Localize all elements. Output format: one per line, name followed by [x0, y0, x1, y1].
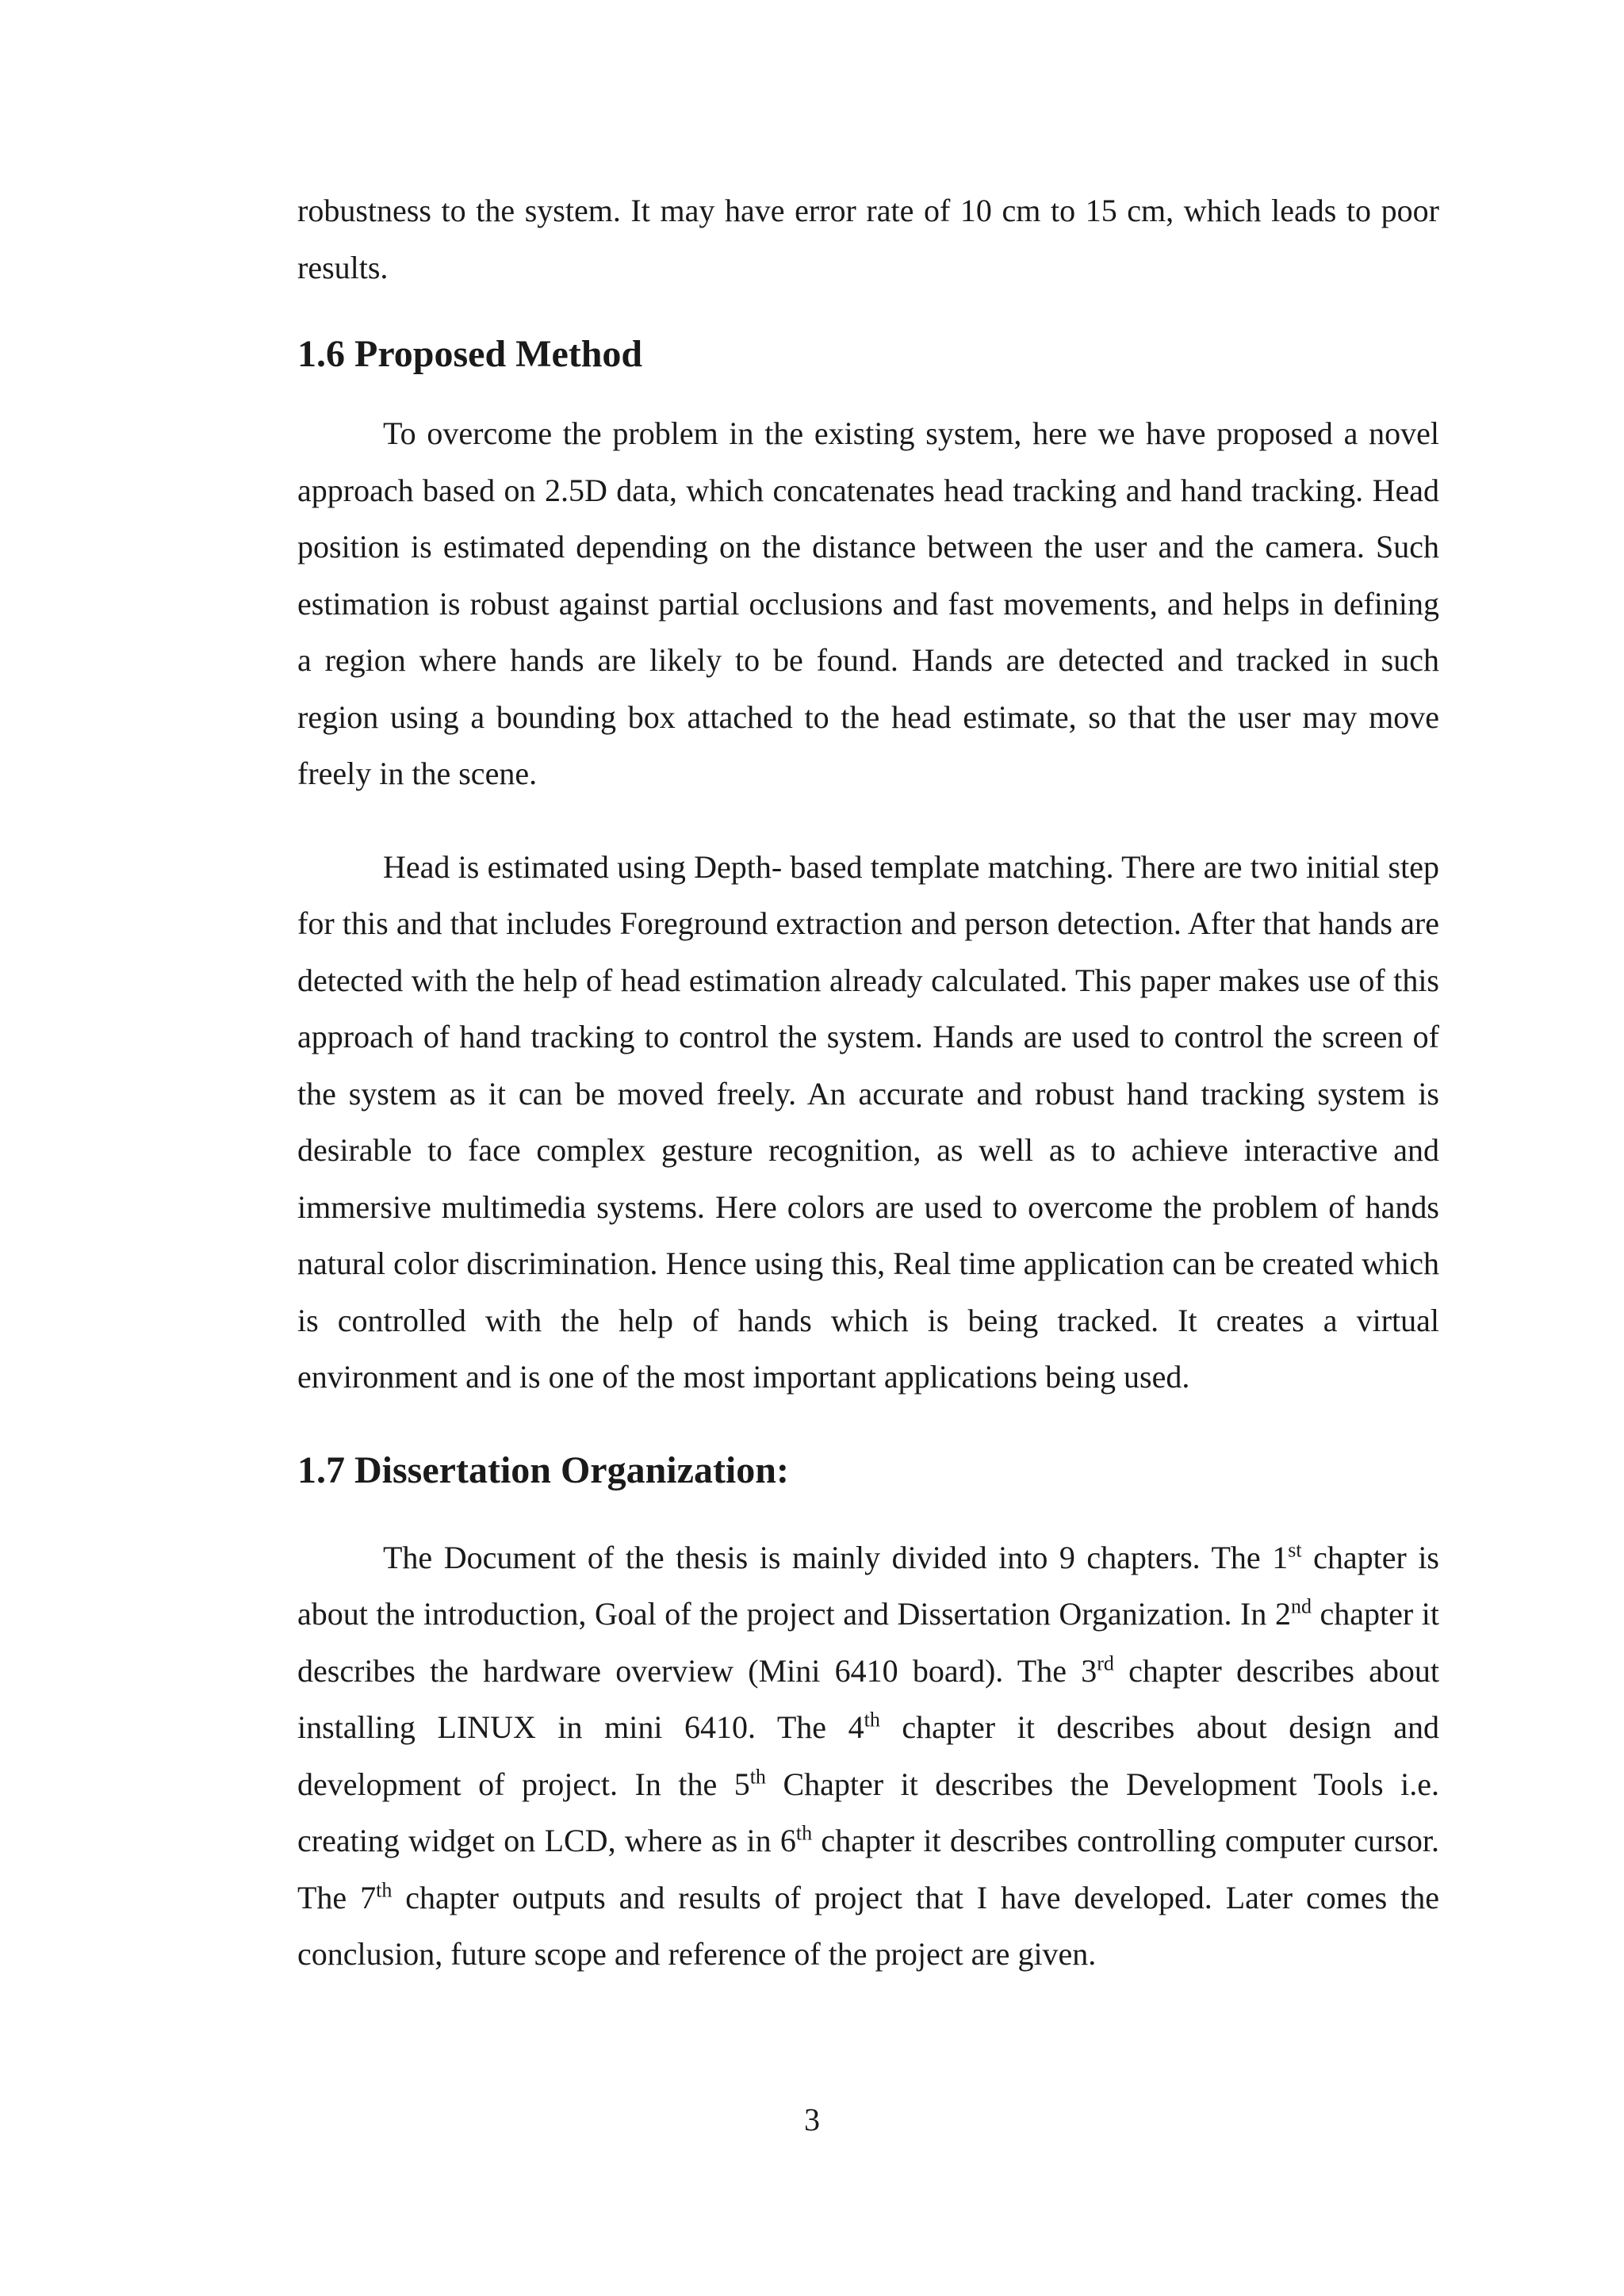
dissertation-organization-paragraph [297, 1529, 1439, 1983]
proposed-method-paragraph-1: To overcome the problem in the existing system, here we have proposed a novel approach based on 2.5D data, which concatenates head tracking and hand tracking. Head position is estimated depending on the distance between the user and the camera. Such estimation is robust against partial occlusions and fast movements, and helps in defining a region where hands are likely to be found. Hands are detected and tracked in such region using a bounding box attached to the head estimate, so that the user may move freely in the scene. [297, 415, 1439, 791]
ordinal-suffix: st [1288, 1538, 1302, 1562]
text-segment: The Document of the thesis is mainly divided into 9 chapters. The 1 [383, 1539, 1289, 1575]
document-page [297, 182, 1439, 1983]
text-segment: chapter it describes about design and development of project. In the 5 [297, 1709, 1440, 1802]
text-segment: chapter outputs and results of project that I have developed. Later comes the conclusion, future scope and reference of the project are given. [297, 1879, 1439, 1972]
section-heading-proposed-method: 1.6 Proposed Method [297, 333, 643, 375]
ordinal-suffix: th [795, 1821, 813, 1845]
text-segment: Chapter it describes the Development Tools i.e. creating widget on LCD, where as in 6 [297, 1766, 1439, 1858]
ordinal-suffix: th [376, 1878, 393, 1902]
ordinal-suffix: th [749, 1765, 766, 1789]
ordinal-suffix: rd [1097, 1651, 1114, 1675]
text-segment: chapter is about the introduction, Goal of the project and Dissertation Organization. In 2 [297, 1539, 1440, 1632]
text-segment: chapter it describes controlling computer cursor. The 7 [297, 1823, 1440, 1915]
section-heading-dissertation-organization: 1.7 Dissertation Organization: [297, 1448, 789, 1491]
text-segment: chapter describes about installing LINUX in mini 6410. The 4 [297, 1652, 1440, 1745]
intro-paragraph: robustness to the system. It may have error rate of 10 cm to 15 cm, which leads to poor results. [297, 193, 1439, 285]
ordinal-suffix: nd [1290, 1594, 1312, 1618]
proposed-method-paragraph-2: Head is estimated using Depth- based template matching. There are two initial step for this and that includes Foreground extraction and person detection. After that hands are detected with the help of head estimation already calculated. This paper makes use of this approach of hand tracking to control the system. Hands are used to control the screen of the system as it can be moved freely. An accurate and robust hand tracking system is desirable to face complex gesture recognition, as well as to achieve interactive and immersive multimedia systems. Here colors are used to overcome the problem of hands natural color discrimination. Hence using this, Real time application can be created which is controlled with the help of hands which is being tracked. It creates a virtual environment and is one of the most important applications being used. [297, 848, 1439, 1395]
text-segment: chapter it describes the hardware overview (Mini 6410 board). The 3 [297, 1596, 1440, 1689]
page-number: 3 [804, 2102, 820, 2137]
ordinal-suffix: th [864, 1708, 880, 1732]
